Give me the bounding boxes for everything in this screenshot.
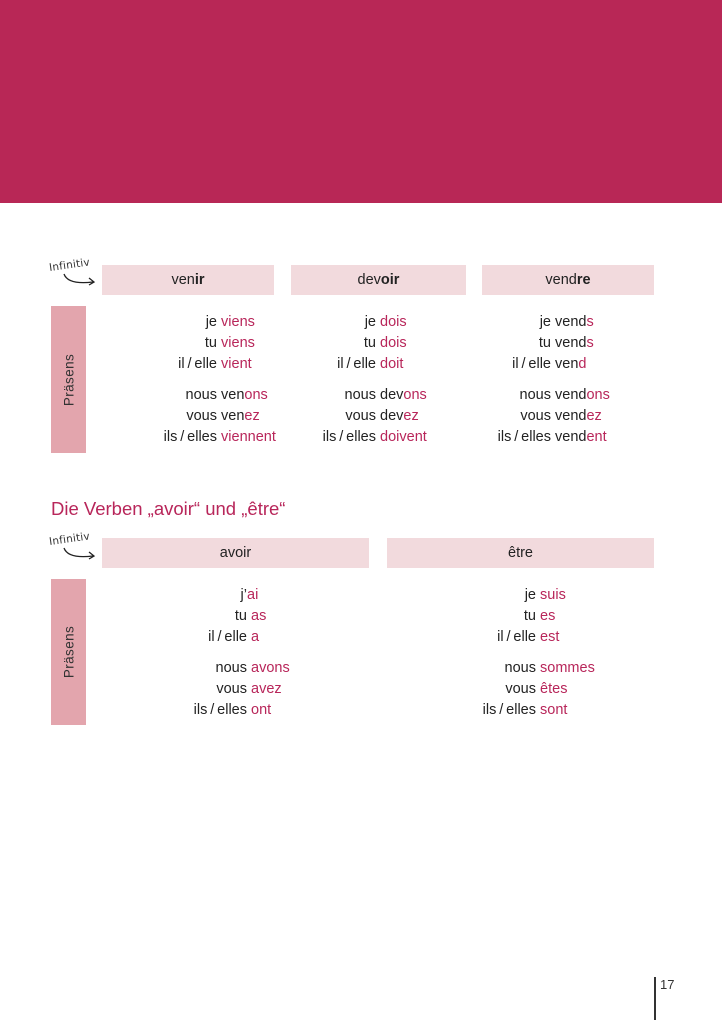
- section-title: Die Verben „avoir“ und „être“: [51, 498, 286, 519]
- verb-form: sont: [540, 702, 568, 718]
- pronoun: tu: [523, 608, 536, 624]
- conjugation-line: [416, 679, 567, 699]
- conjugation-line: [97, 406, 260, 426]
- verb-ending: viens: [221, 314, 255, 330]
- verb-form: sommes: [540, 660, 595, 676]
- pronoun: je: [205, 314, 217, 330]
- verb-ending: ez: [586, 408, 602, 424]
- verb-stem: ven: [221, 387, 245, 403]
- pronoun: tu: [204, 335, 217, 351]
- infinitive-ending: re: [576, 272, 591, 288]
- pronoun: j’: [240, 587, 247, 603]
- pronoun: il / elle: [208, 629, 247, 645]
- verb-ending: doit: [380, 356, 404, 372]
- verb-form: ont: [251, 702, 272, 718]
- pronoun: ils / elles: [497, 429, 551, 445]
- pronoun: ils / elles: [163, 429, 217, 445]
- pronoun: je: [364, 314, 376, 330]
- infinitive-name: avoir: [219, 545, 252, 561]
- conjugation-line: [127, 700, 271, 720]
- pronoun: vous: [216, 681, 247, 697]
- praesens-label: Präsens: [61, 353, 76, 406]
- verb-stem: ven: [555, 356, 579, 372]
- conjugation-line: [256, 385, 427, 405]
- curved-arrow-icon: [62, 546, 98, 562]
- verb-ending: ons: [244, 387, 268, 403]
- pronoun: ils / elles: [193, 702, 247, 718]
- verb-form: est: [540, 629, 560, 645]
- infinitive-stem: dev: [357, 272, 381, 288]
- conjugation-line: [431, 333, 594, 353]
- header-devoir: [291, 265, 466, 295]
- verb-stem: dev: [380, 408, 404, 424]
- verb-ending: vient: [221, 356, 252, 372]
- infinitive-name: être: [508, 545, 533, 561]
- verb-ending: s: [586, 314, 594, 330]
- infinitive-stem: ven: [171, 272, 195, 288]
- header-avoir: [102, 538, 369, 568]
- conjugation-line: [97, 333, 255, 353]
- conjugation-line: [431, 312, 594, 332]
- verb-form: as: [251, 608, 267, 624]
- verb-ending: ez: [403, 408, 419, 424]
- conjugation-line: [127, 627, 259, 647]
- verb-stem: vend: [555, 335, 587, 351]
- verb-form: a: [251, 629, 260, 645]
- verb-form: avez: [251, 681, 282, 697]
- pronoun: vous: [345, 408, 376, 424]
- verb-ending: s: [586, 335, 594, 351]
- infinitive-stem: vend: [545, 272, 577, 288]
- conjugation-line: [431, 427, 607, 447]
- page-number: 17: [660, 977, 675, 992]
- verb-stem: vend: [555, 408, 587, 424]
- pronoun: nous: [185, 387, 217, 403]
- pronoun: ils / elles: [482, 702, 536, 718]
- verb-ending: dois: [380, 314, 407, 330]
- verb-ending: doivent: [380, 429, 427, 445]
- header-vendre: [482, 265, 654, 295]
- pronoun: nous: [504, 660, 536, 676]
- conjugation-line: [431, 354, 587, 374]
- verb-ending: d: [578, 356, 587, 372]
- conjugation-line: [416, 658, 595, 678]
- conjugation-line: [256, 354, 403, 374]
- pronoun: nous: [519, 387, 551, 403]
- pronoun: nous: [344, 387, 376, 403]
- header-banner: [0, 0, 722, 203]
- verb-stem: vend: [555, 387, 587, 403]
- verb-form: avons: [251, 660, 290, 676]
- pronoun: je: [539, 314, 551, 330]
- verb-ending: viens: [221, 335, 255, 351]
- conjugation-line: [97, 427, 276, 447]
- page-number-divider: [654, 977, 656, 1020]
- conjugation-line: [97, 385, 268, 405]
- infinitive-ending: ir: [194, 272, 205, 288]
- infinitiv-label: Infinitiv: [48, 256, 91, 274]
- verb-stem: dev: [380, 387, 404, 403]
- pronoun: je: [524, 587, 536, 603]
- verb-form: suis: [540, 587, 566, 603]
- conjugation-line: [431, 385, 610, 405]
- pronoun: il / elle: [497, 629, 536, 645]
- pronoun: vous: [505, 681, 536, 697]
- pronoun: vous: [186, 408, 217, 424]
- pronoun: ils / elles: [322, 429, 376, 445]
- verb-ending: ez: [244, 408, 260, 424]
- verb-ending: viennent: [221, 429, 276, 445]
- conjugation-line: [127, 679, 282, 699]
- pronoun: tu: [538, 335, 551, 351]
- conjugation-line: [256, 406, 419, 426]
- praesens-label: Präsens: [61, 625, 76, 679]
- pronoun: tu: [363, 335, 376, 351]
- header-etre: [387, 538, 654, 568]
- infinitive-ending: oir: [380, 272, 400, 288]
- conjugation-line: [416, 700, 567, 720]
- curved-arrow-icon: [62, 272, 98, 288]
- infinitiv-label: Infinitiv: [48, 530, 91, 548]
- conjugation-line: [97, 354, 252, 374]
- conjugation-line: [127, 658, 290, 678]
- conjugation-line: [127, 585, 258, 605]
- pronoun: vous: [520, 408, 551, 424]
- conjugation-line: [416, 585, 566, 605]
- verb-form: êtes: [540, 681, 568, 697]
- conjugation-line: [127, 606, 266, 626]
- pronoun: il / elle: [512, 356, 551, 372]
- verb-ending: ent: [586, 429, 607, 445]
- pronoun: nous: [215, 660, 247, 676]
- verb-stem: vend: [555, 429, 587, 445]
- verb-stem: ven: [221, 408, 245, 424]
- verb-stem: vend: [555, 314, 587, 330]
- conjugation-line: [256, 333, 407, 353]
- praesens-sidebar: [51, 579, 86, 725]
- verb-ending: ons: [403, 387, 427, 403]
- verb-ending: dois: [380, 335, 407, 351]
- conjugation-line: [97, 312, 255, 332]
- praesens-sidebar: [51, 306, 86, 453]
- pronoun: il / elle: [337, 356, 376, 372]
- conjugation-line: [431, 406, 602, 426]
- header-venir: [102, 265, 274, 295]
- verb-ending: ons: [586, 387, 610, 403]
- pronoun: tu: [234, 608, 247, 624]
- verb-form: es: [540, 608, 556, 624]
- conjugation-line: [256, 427, 427, 447]
- conjugation-line: [416, 627, 559, 647]
- conjugation-line: [256, 312, 407, 332]
- verb-form: ai: [247, 587, 259, 603]
- pronoun: il / elle: [178, 356, 217, 372]
- conjugation-line: [416, 606, 555, 626]
